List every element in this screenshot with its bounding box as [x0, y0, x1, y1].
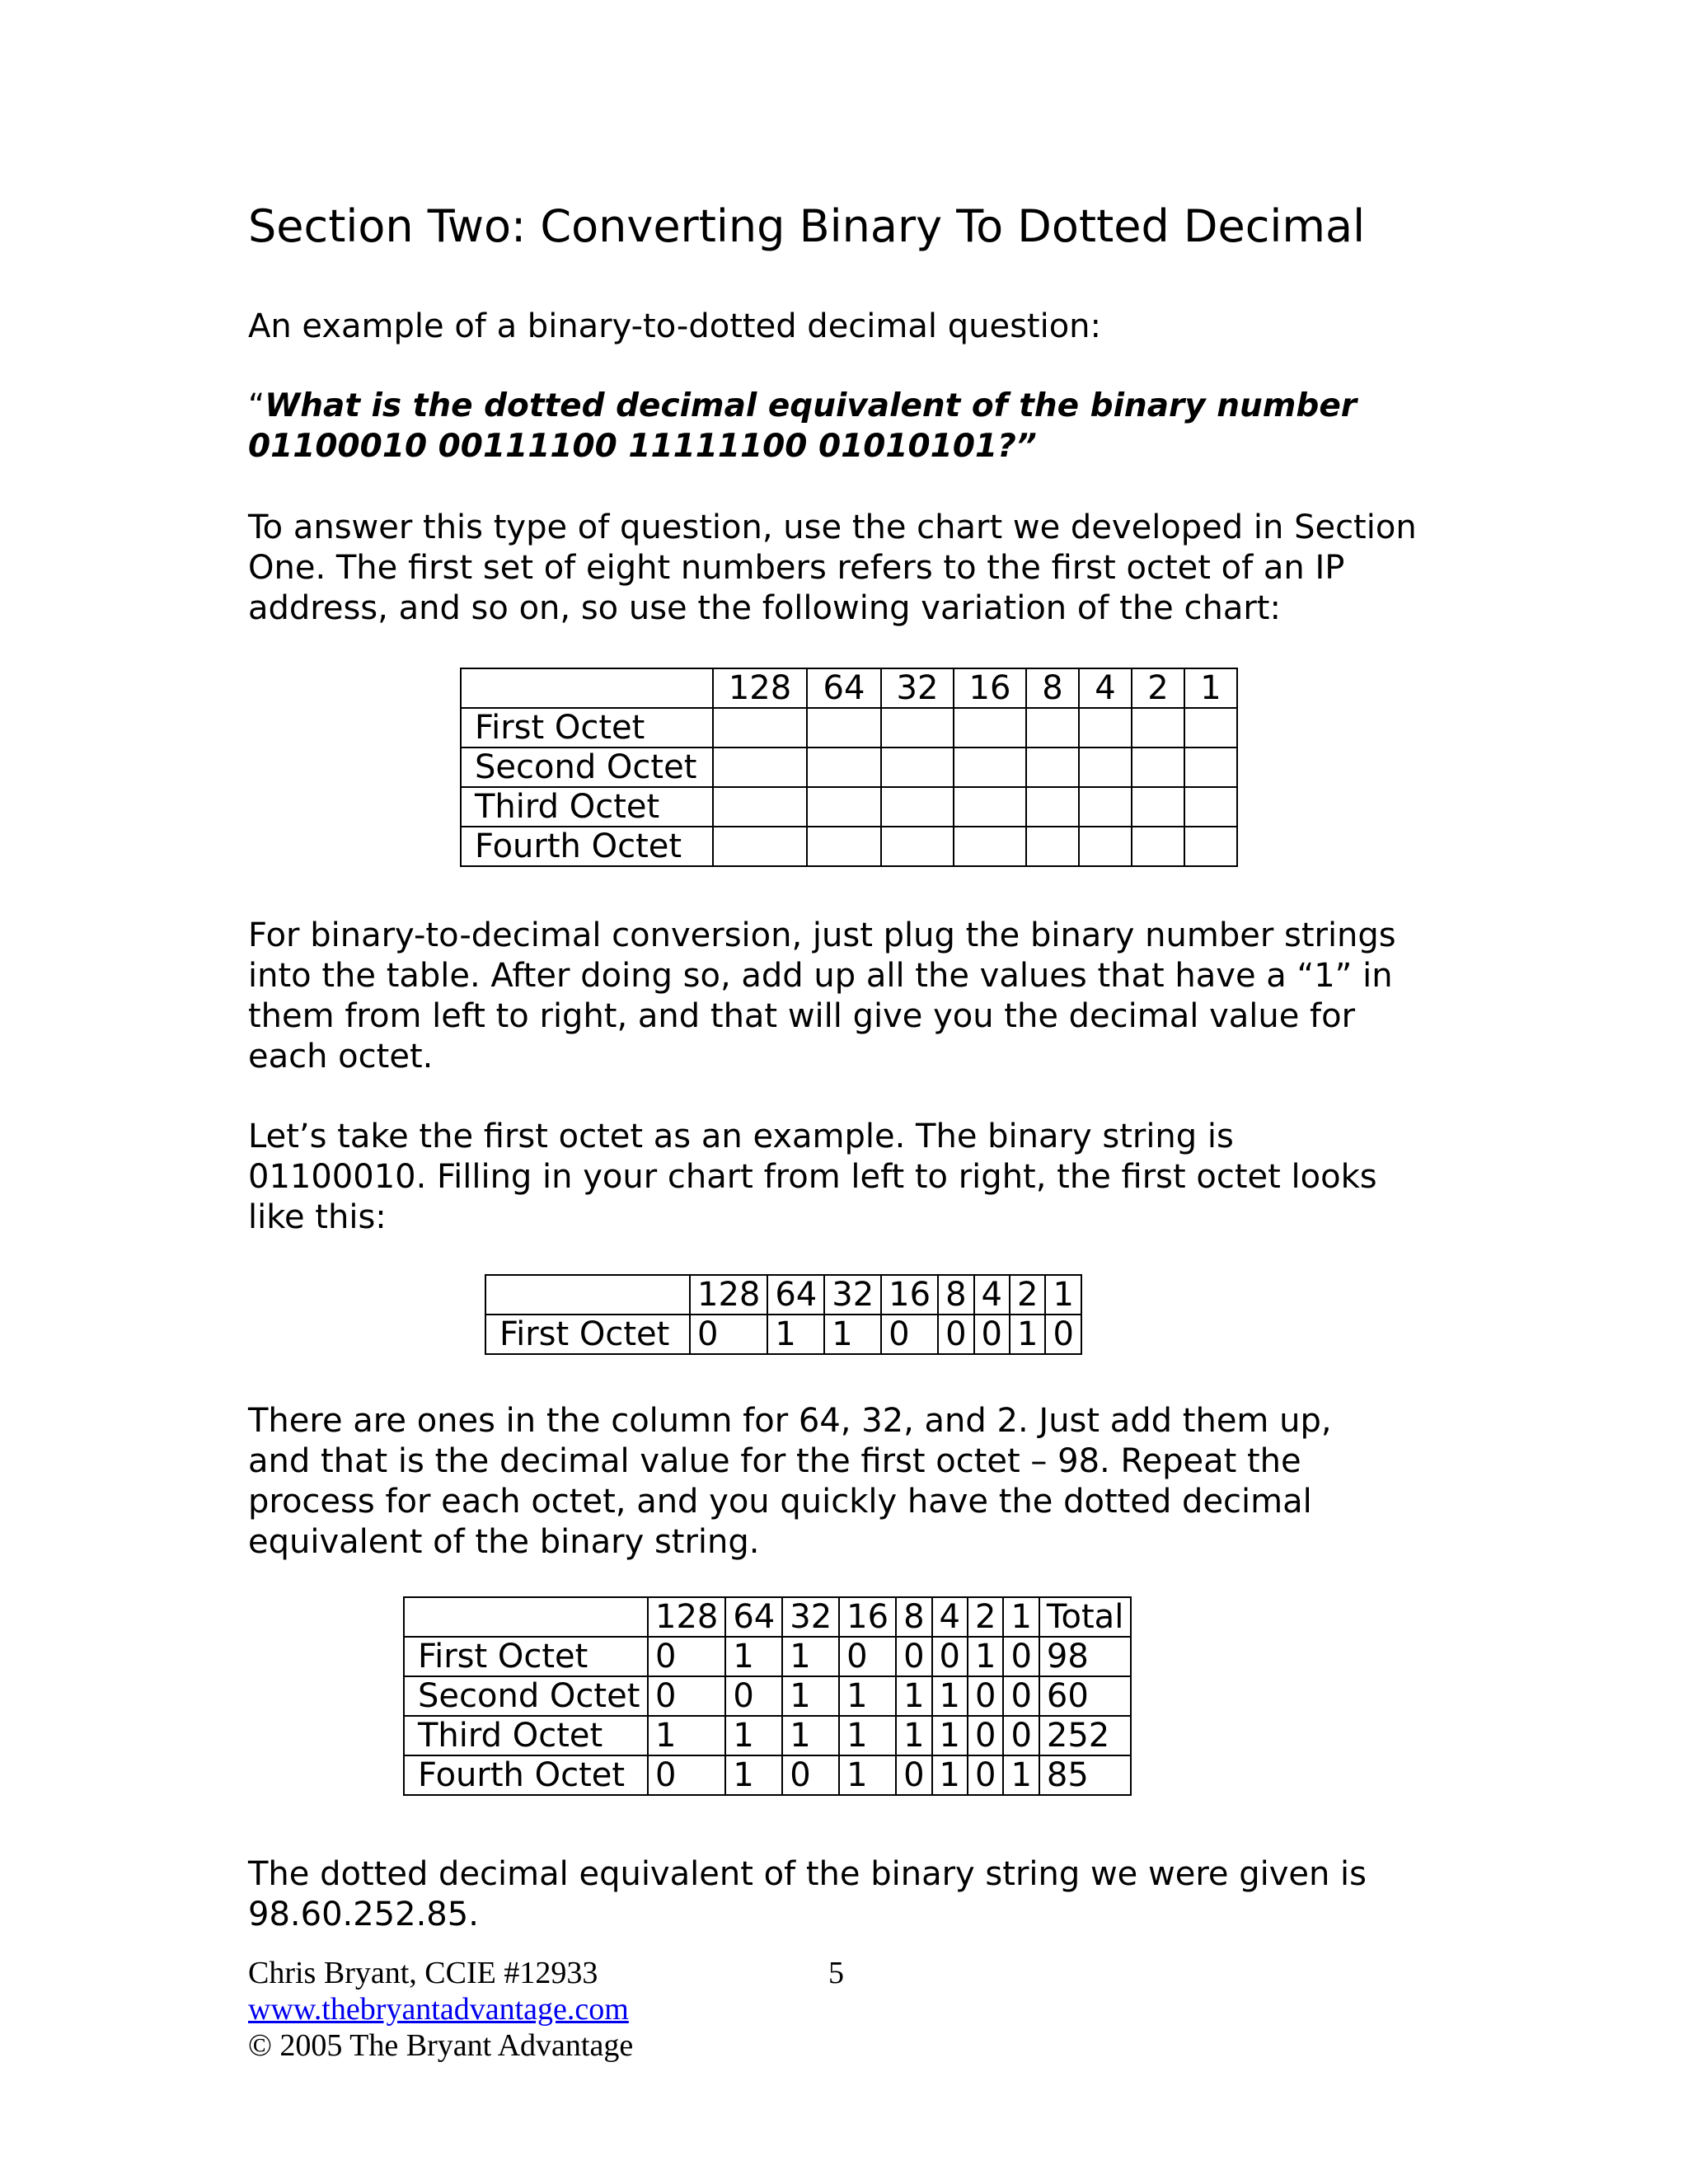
row-label: Third Octet [404, 1716, 648, 1755]
bit-cell: 1 [932, 1755, 968, 1795]
header-64: 64 [767, 1275, 824, 1315]
take-line-1: Let’s take the first octet as an example. The binary string is [248, 1118, 1234, 1155]
empty-cell [1132, 787, 1184, 827]
empty-cell [713, 748, 807, 787]
header-64: 64 [807, 668, 881, 708]
bit-cell: 0 [932, 1637, 968, 1676]
table-row [461, 787, 1237, 827]
header-4: 4 [1079, 668, 1132, 708]
header-1: 1 [1003, 1597, 1039, 1637]
bit-cell: 1 [1003, 1755, 1039, 1795]
take-line-3: like this: [248, 1198, 387, 1236]
bit-cell: 0 [648, 1755, 725, 1795]
header-2: 2 [1010, 1275, 1045, 1315]
bit-cell: 0 [725, 1676, 782, 1716]
header-128: 128 [690, 1275, 767, 1315]
empty-cell [807, 708, 881, 748]
bit-cell: 0 [690, 1315, 767, 1354]
chart-corner-cell [461, 668, 713, 708]
question-line-2: 01100010 00111100 11111100 01010101?” [248, 428, 1037, 465]
empty-cell [954, 708, 1026, 748]
empty-cell [713, 708, 807, 748]
page-number: 5 [828, 1956, 844, 1990]
ones-line-2: and that is the decimal value for the first octet – 98. Repeat the [248, 1442, 1301, 1480]
answer-paragraph [248, 508, 1484, 629]
example-question [248, 386, 1484, 466]
answer-line-1: To answer this type of question, use the chart we developed in Section [248, 509, 1417, 546]
plug-line-2: into the table. After doing so, add up all the values that have a “1” in [248, 957, 1393, 995]
empty-cell [954, 748, 1026, 787]
row-label: First Octet [461, 708, 713, 748]
result-line-1: The dotted decimal equivalent of the binary string we were given is [248, 1855, 1367, 1893]
header-32: 32 [782, 1597, 839, 1637]
bit-cell: 0 [968, 1676, 1003, 1716]
table-row [461, 827, 1237, 866]
bit-cell: 0 [881, 1315, 938, 1354]
intro-paragraph: An example of a binary-to-dotted decimal question: [248, 307, 1101, 345]
footer-author: Chris Bryant, CCIE #12933 [248, 1956, 598, 1990]
header-8: 8 [896, 1597, 931, 1637]
table-row [404, 1637, 1131, 1676]
bit-cell: 1 [896, 1676, 931, 1716]
bit-cell: 1 [932, 1676, 968, 1716]
bit-cell: 0 [1045, 1315, 1081, 1354]
bit-cell: 0 [938, 1315, 973, 1354]
result-paragraph [248, 1854, 1484, 1935]
empty-cell [1184, 708, 1237, 748]
header-32: 32 [881, 668, 954, 708]
empty-cell [1079, 708, 1132, 748]
ones-line-1: There are ones in the column for 64, 32, and 2. Just add them up, [248, 1402, 1332, 1440]
header-total: Total [1039, 1597, 1131, 1637]
empty-cell [1184, 748, 1237, 787]
bit-cell: 1 [1010, 1315, 1045, 1354]
header-16: 16 [881, 1275, 938, 1315]
result-line-2: 98.60.252.85. [248, 1896, 479, 1933]
empty-cell [1079, 827, 1132, 866]
ones-line-4: equivalent of the binary string. [248, 1523, 760, 1561]
empty-cell [713, 787, 807, 827]
bit-cell: 0 [782, 1755, 839, 1795]
empty-cell [713, 827, 807, 866]
total-cell: 85 [1039, 1755, 1131, 1795]
header-16: 16 [954, 668, 1026, 708]
header-16: 16 [839, 1597, 896, 1637]
empty-cell [1079, 787, 1132, 827]
bit-cell: 0 [896, 1637, 931, 1676]
row-label: First Octet [404, 1637, 648, 1676]
empty-cell [807, 748, 881, 787]
total-cell: 98 [1039, 1637, 1131, 1676]
chart-corner-cell [404, 1597, 648, 1637]
row-label: Fourth Octet [461, 827, 713, 866]
header-8: 8 [1026, 668, 1079, 708]
bit-cell: 1 [782, 1676, 839, 1716]
empty-cell [1026, 748, 1079, 787]
bit-cell: 1 [968, 1637, 1003, 1676]
empty-cell [881, 748, 954, 787]
empty-cell [954, 827, 1026, 866]
bit-cell: 1 [824, 1315, 881, 1354]
footer-copyright: © 2005 The Bryant Advantage [248, 2028, 634, 2063]
header-8: 8 [938, 1275, 973, 1315]
bit-cell: 1 [648, 1716, 725, 1755]
bit-cell: 1 [839, 1676, 896, 1716]
bit-cell: 1 [932, 1716, 968, 1755]
example-paragraph [248, 1117, 1484, 1238]
header-32: 32 [824, 1275, 881, 1315]
footer-website-link[interactable]: www.thebryantadvantage.com [248, 1992, 629, 2027]
bit-cell: 1 [725, 1755, 782, 1795]
first-octet-chart [485, 1274, 1082, 1355]
question-open-quote: “ [248, 387, 265, 424]
page-footer [248, 1955, 633, 2064]
empty-cell [1079, 748, 1132, 787]
header-64: 64 [725, 1597, 782, 1637]
row-label: Fourth Octet [404, 1755, 648, 1795]
table-row [461, 708, 1237, 748]
table-row [485, 1315, 1081, 1354]
empty-cell [1026, 708, 1079, 748]
table-row [461, 748, 1237, 787]
header-2: 2 [968, 1597, 1003, 1637]
ones-line-3: process for each octet, and you quickly have the dotted decimal [248, 1483, 1312, 1521]
bit-cell: 1 [767, 1315, 824, 1354]
header-128: 128 [713, 668, 807, 708]
empty-cell [1026, 827, 1079, 866]
plug-paragraph [248, 916, 1484, 1077]
bit-cell: 0 [968, 1755, 1003, 1795]
chart-header-row [404, 1597, 1131, 1637]
header-4: 4 [974, 1275, 1010, 1315]
empty-cell [1132, 827, 1184, 866]
question-line-1-text: What is the dotted decimal equivalent of the binary number [265, 387, 1357, 424]
table-row [404, 1716, 1131, 1755]
total-cell: 60 [1039, 1676, 1131, 1716]
empty-octet-chart [460, 668, 1238, 867]
chart-corner-cell [485, 1275, 690, 1315]
empty-cell [1132, 748, 1184, 787]
question-line-1 [248, 386, 1484, 426]
empty-cell [881, 708, 954, 748]
row-label: Second Octet [404, 1676, 648, 1716]
bit-cell: 1 [782, 1716, 839, 1755]
bit-cell: 1 [839, 1716, 896, 1755]
bit-cell: 1 [725, 1637, 782, 1676]
row-label: Third Octet [461, 787, 713, 827]
bit-cell: 0 [1003, 1637, 1039, 1676]
empty-cell [1132, 708, 1184, 748]
take-line-2: 01100010. Filling in your chart from left to right, the first octet looks [248, 1158, 1377, 1196]
empty-cell [1184, 827, 1237, 866]
bit-cell: 0 [968, 1716, 1003, 1755]
empty-cell [954, 787, 1026, 827]
bit-cell: 0 [648, 1676, 725, 1716]
row-label: Second Octet [461, 748, 713, 787]
plug-line-3: them from left to right, and that will give you the decimal value for [248, 997, 1356, 1035]
section-title: Section Two: Converting Binary To Dotted Decimal [248, 200, 1366, 252]
table-row [404, 1755, 1131, 1795]
empty-cell [1026, 787, 1079, 827]
explanation-paragraph [248, 1401, 1484, 1563]
header-1: 1 [1184, 668, 1237, 708]
header-1: 1 [1045, 1275, 1081, 1315]
header-2: 2 [1132, 668, 1184, 708]
bit-cell: 0 [1003, 1716, 1039, 1755]
empty-cell [807, 787, 881, 827]
bit-cell: 1 [839, 1755, 896, 1795]
answer-line-3: address, and so on, so use the following variation of the chart: [248, 589, 1281, 627]
chart-header-row [461, 668, 1237, 708]
bit-cell: 0 [648, 1637, 725, 1676]
empty-cell [881, 787, 954, 827]
bit-cell: 1 [896, 1716, 931, 1755]
header-4: 4 [932, 1597, 968, 1637]
empty-cell [1184, 787, 1237, 827]
bit-cell: 1 [725, 1716, 782, 1755]
total-cell: 252 [1039, 1716, 1131, 1755]
full-conversion-chart [403, 1596, 1132, 1796]
bit-cell: 0 [1003, 1676, 1039, 1716]
empty-cell [807, 827, 881, 866]
table-row [404, 1676, 1131, 1716]
bit-cell: 0 [896, 1755, 931, 1795]
row-label: First Octet [485, 1315, 690, 1354]
bit-cell: 0 [839, 1637, 896, 1676]
header-128: 128 [648, 1597, 725, 1637]
bit-cell: 0 [974, 1315, 1010, 1354]
answer-line-2: One. The first set of eight numbers refers to the first octet of an IP [248, 549, 1345, 587]
empty-cell [881, 827, 954, 866]
chart-header-row [485, 1275, 1081, 1315]
plug-line-4: each octet. [248, 1038, 434, 1076]
plug-line-1: For binary-to-decimal conversion, just plug the binary number strings [248, 916, 1396, 954]
bit-cell: 1 [782, 1637, 839, 1676]
